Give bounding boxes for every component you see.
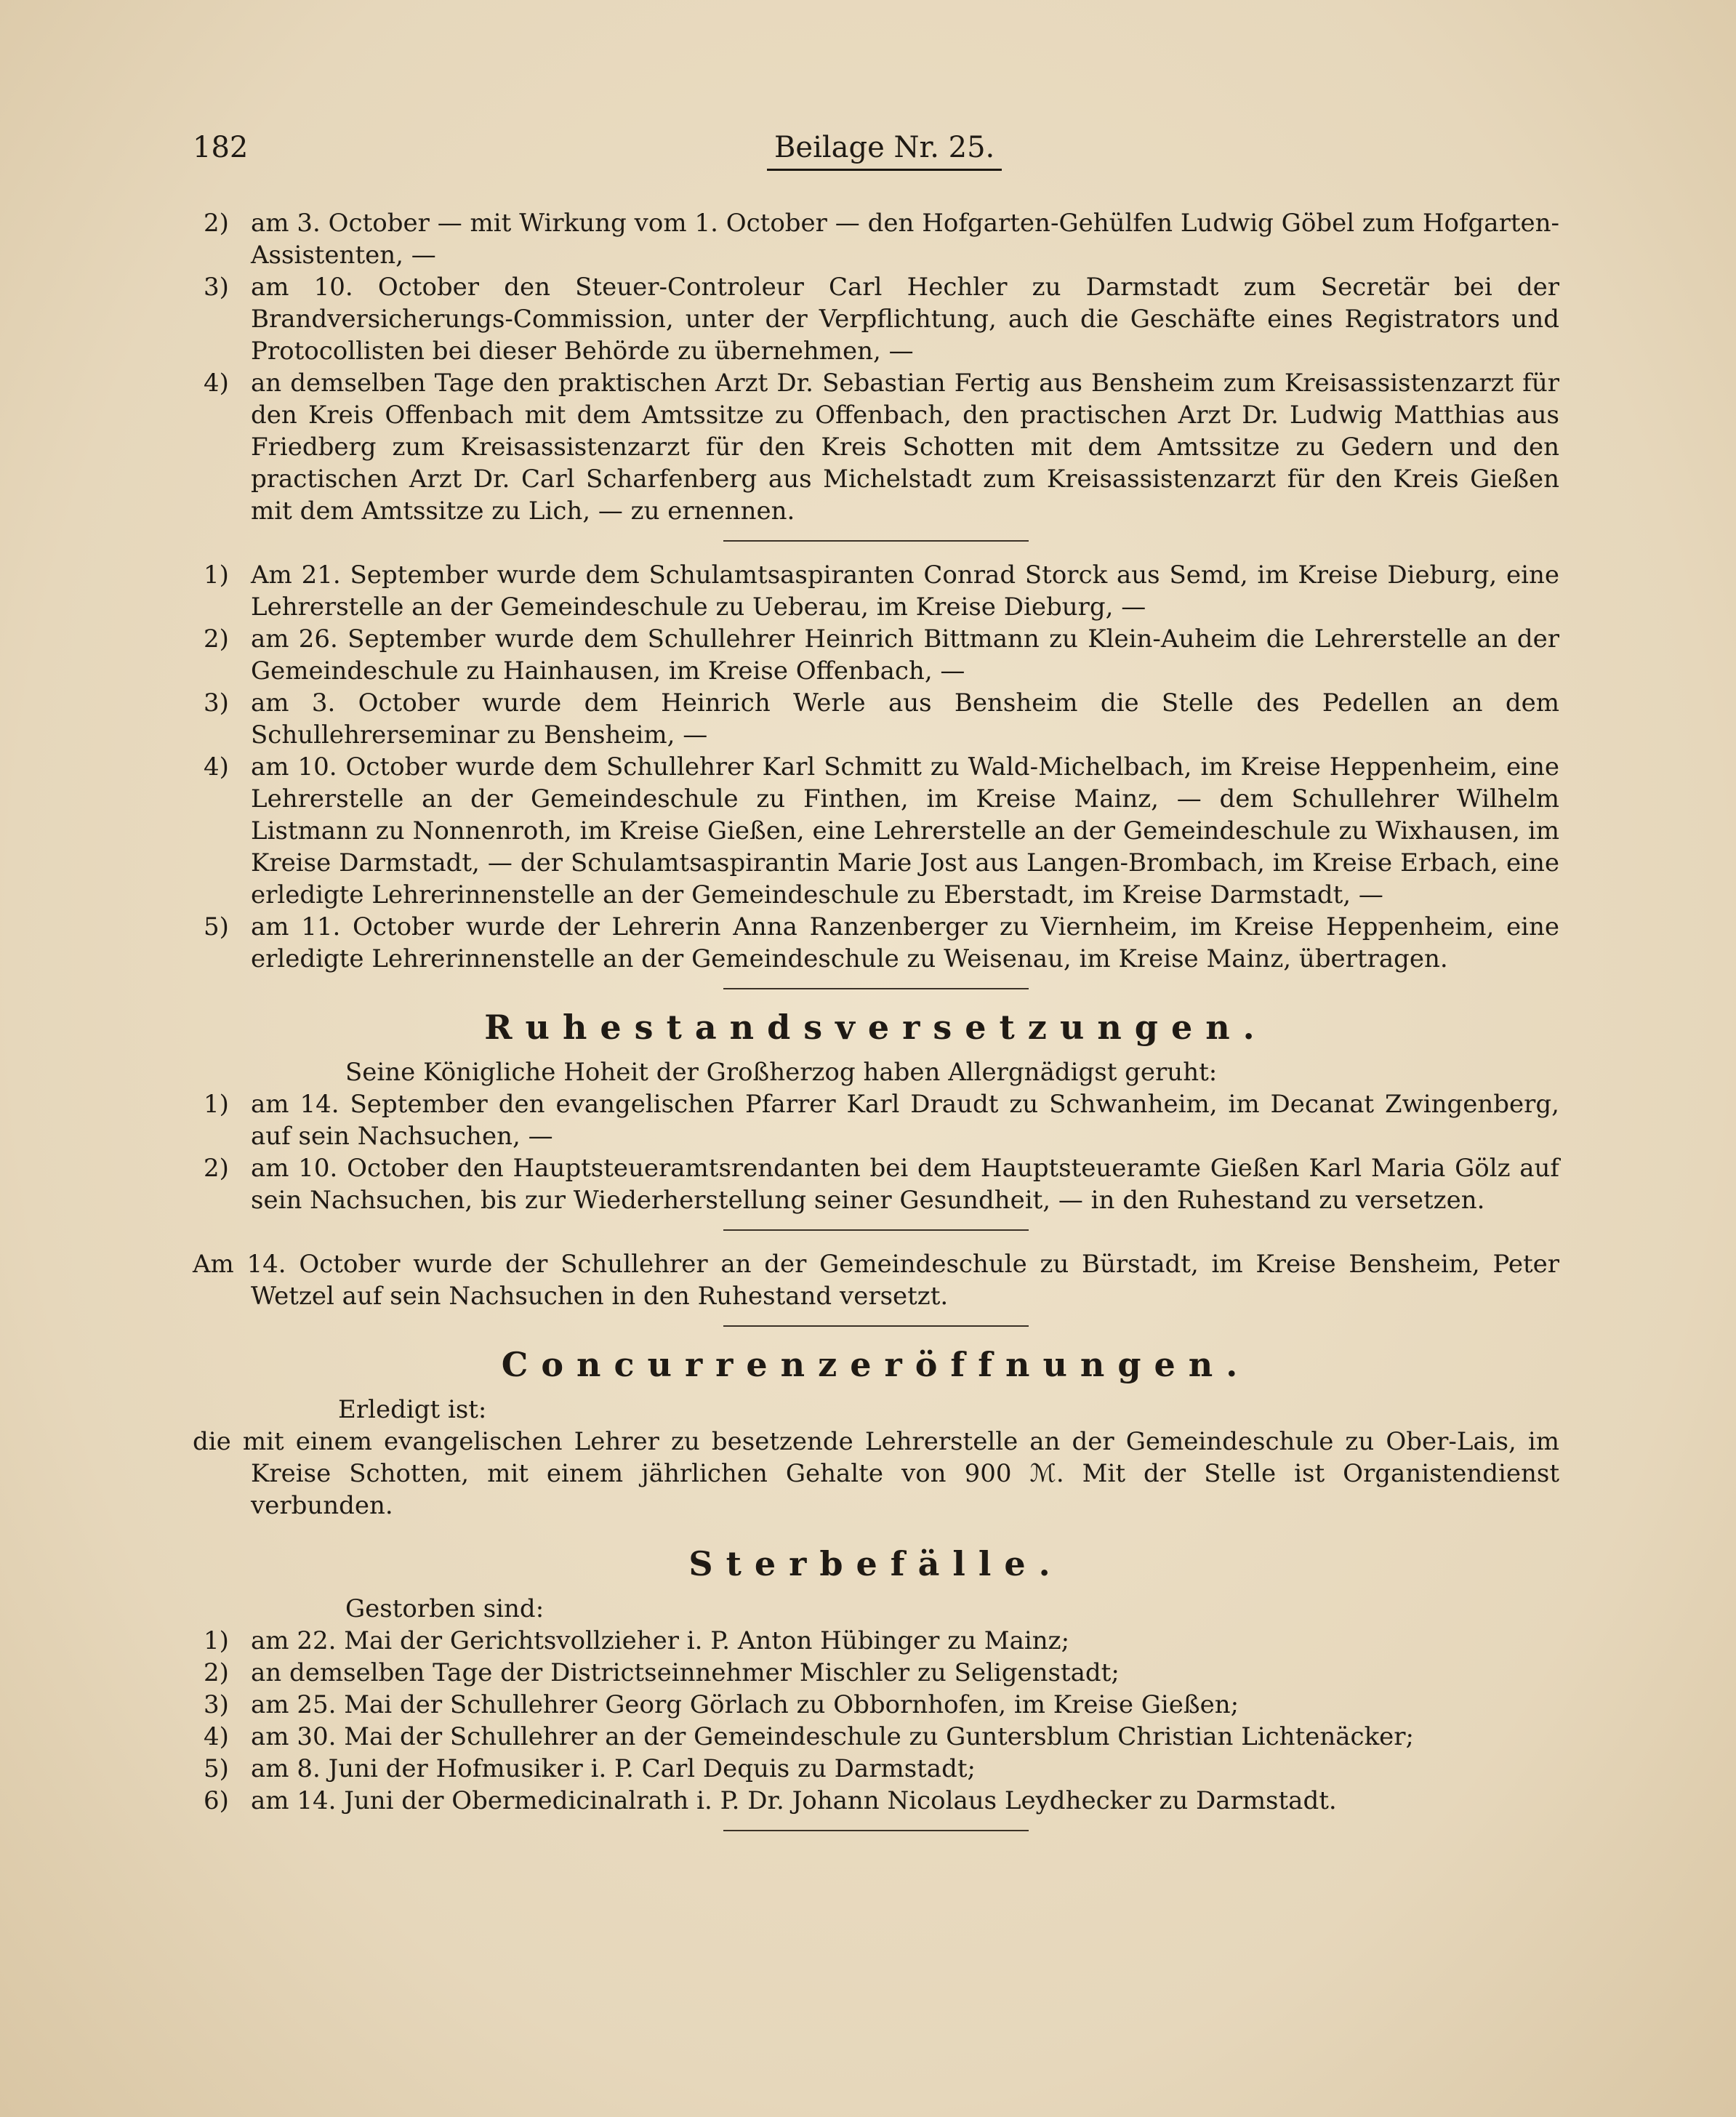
section-divider bbox=[723, 1325, 1029, 1327]
death-item: 2) an demselben Tage der Districtseinnehmer Mischler zu Seligenstadt; bbox=[204, 1658, 1120, 1687]
section-divider bbox=[723, 1229, 1029, 1231]
section-divider bbox=[723, 988, 1029, 989]
death-item: 1) am 22. Mai der Gerichtsvollzieher i. P. Anton Hübinger zu Mainz; bbox=[204, 1626, 1070, 1655]
transfer-item: 4) am 10. October wurde dem Schullehrer Karl Schmitt zu Wald-Michelbach, im Kreise Heppenheim, eine Lehrerstelle an der Gemeindeschule zu Finthen, im Kreise Mainz, — dem Schullehrer Wilhelm Listmann zu Nonnenroth, im Kreise Gießen, eine Lehrerstelle an der Gemeindeschule zu Wixhausen, im Kreise Darmstadt, — der Schulamtsaspirantin Marie Jost aus Langen-Brombach, im Kreise Erbach, eine erledigte Lehrerinnenstelle an der Gemeindeschule zu Eberstadt, im Kreise Darmstadt, — bbox=[204, 752, 1559, 909]
page-title: Beilage Nr. 25. bbox=[767, 131, 1002, 171]
section-divider bbox=[723, 1830, 1029, 1831]
appointment-item: 3) am 10. October den Steuer-Controleur Carl Hechler zu Darmstadt zum Secretär bei der Brandversicherungs-Commission, unter der Verpflichtung, auch die Geschäfte eines Registrators und Protocollisten bei dieser Behörde zu übernehmen, — bbox=[204, 273, 1559, 366]
death-item: 6) am 14. Juni der Obermedicinalrath i. P. Dr. Johann Nicolaus Leydhecker zu Darmstadt. bbox=[204, 1786, 1337, 1815]
transfer-item: 2) am 26. September wurde dem Schullehrer Heinrich Bittmann zu Klein-Auheim die Lehrerstelle an der Gemeindeschule zu Hainhausen, im Kreise Offenbach, — bbox=[204, 624, 1559, 686]
retirement-item: 2) am 10. October den Hauptsteueramtsrendanten bei dem Hauptsteueramte Gießen Karl Maria Gölz auf sein Nachsuchen, bis zur Wiederherstellung seiner Gesundheit, — in den Ruhestand zu versetzen. bbox=[204, 1154, 1559, 1215]
death-item: 3) am 25. Mai der Schullehrer Georg Görlach zu Obbornhofen, im Kreise Gießen; bbox=[204, 1690, 1239, 1719]
deaths-intro: Gestorben sind: bbox=[345, 1594, 544, 1623]
transfer-item: 1) Am 21. September wurde dem Schulamtsaspiranten Conrad Storck aus Semd, im Kreise Dieburg, eine Lehrerstelle an der Gemeindeschule zu Ueberau, im Kreise Dieburg, — bbox=[204, 561, 1559, 622]
page-number: 182 bbox=[193, 131, 249, 164]
page-content bbox=[193, 207, 1559, 1849]
section-heading-vacancies: Concurrenzeröffnungen. bbox=[501, 1345, 1251, 1384]
vacancies-intro: Erledigt ist: bbox=[338, 1395, 487, 1424]
vacancy-text: die mit einem evangelischen Lehrer zu besetzende Lehrerstelle an der Gemeindeschule zu Ober-Lais, im Kreise Schotten, mit einem jährlichen Gehalte von 900 ℳ. Mit der Stelle ist Organistendienst verbunden. bbox=[193, 1427, 1559, 1520]
section-heading-retirements: Ruhestandsversetzungen. bbox=[484, 1008, 1268, 1047]
death-item: 4) am 30. Mai der Schullehrer an der Gemeindeschule zu Guntersblum Christian Lichtenäcker; bbox=[204, 1722, 1415, 1751]
section-heading-deaths: Sterbefälle. bbox=[688, 1544, 1064, 1583]
appointment-item: 4) an demselben Tage den praktischen Arzt Dr. Sebastian Fertig aus Bensheim zum Kreisassistenzarzt für den Kreis Offenbach mit dem Amtssitze zu Offenbach, den practischen Arzt Dr. Ludwig Matthias aus Friedberg zum Kreisassistenzarzt für den Kreis Schotten mit dem Amtssitze zu Gedern und den practischen Arzt Dr. Carl Scharfenberg aus Michelstadt zum Kreisassistenzarzt für den Kreis Gießen mit dem Amtssitze zu Lich, — zu ernennen. bbox=[204, 369, 1559, 526]
retirement-note: Am 14. October wurde der Schullehrer an der Gemeindeschule zu Bürstadt, im Kreise Bensheim, Peter Wetzel auf sein Nachsuchen in den Ruhestand versetzt. bbox=[193, 1250, 1559, 1311]
page-header bbox=[193, 131, 1562, 182]
transfer-item: 3) am 3. October wurde dem Heinrich Werle aus Bensheim die Stelle des Pedellen an dem Schullehrerseminar zu Bensheim, — bbox=[204, 688, 1559, 750]
retirements-intro: Seine Königliche Hoheit der Großherzog haben Allergnädigst geruht: bbox=[345, 1058, 1218, 1087]
appointment-item: 2) am 3. October — mit Wirkung vom 1. October — den Hofgarten-Gehülfen Ludwig Göbel zum Hofgarten-Assistenten, — bbox=[204, 209, 1559, 270]
section-divider bbox=[723, 540, 1029, 542]
transfer-item: 5) am 11. October wurde der Lehrerin Anna Ranzenberger zu Viernheim, im Kreise Heppenheim, eine erledigte Lehrerinnenstelle an der Gemeindeschule zu Weisenau, im Kreise Mainz, übertragen. bbox=[204, 912, 1559, 973]
death-item: 5) am 8. Juni der Hofmusiker i. P. Carl Dequis zu Darmstadt; bbox=[204, 1754, 976, 1783]
retirement-item: 1) am 14. September den evangelischen Pfarrer Karl Draudt zu Schwanheim, im Decanat Zwingenberg, auf sein Nachsuchen, — bbox=[204, 1090, 1559, 1151]
